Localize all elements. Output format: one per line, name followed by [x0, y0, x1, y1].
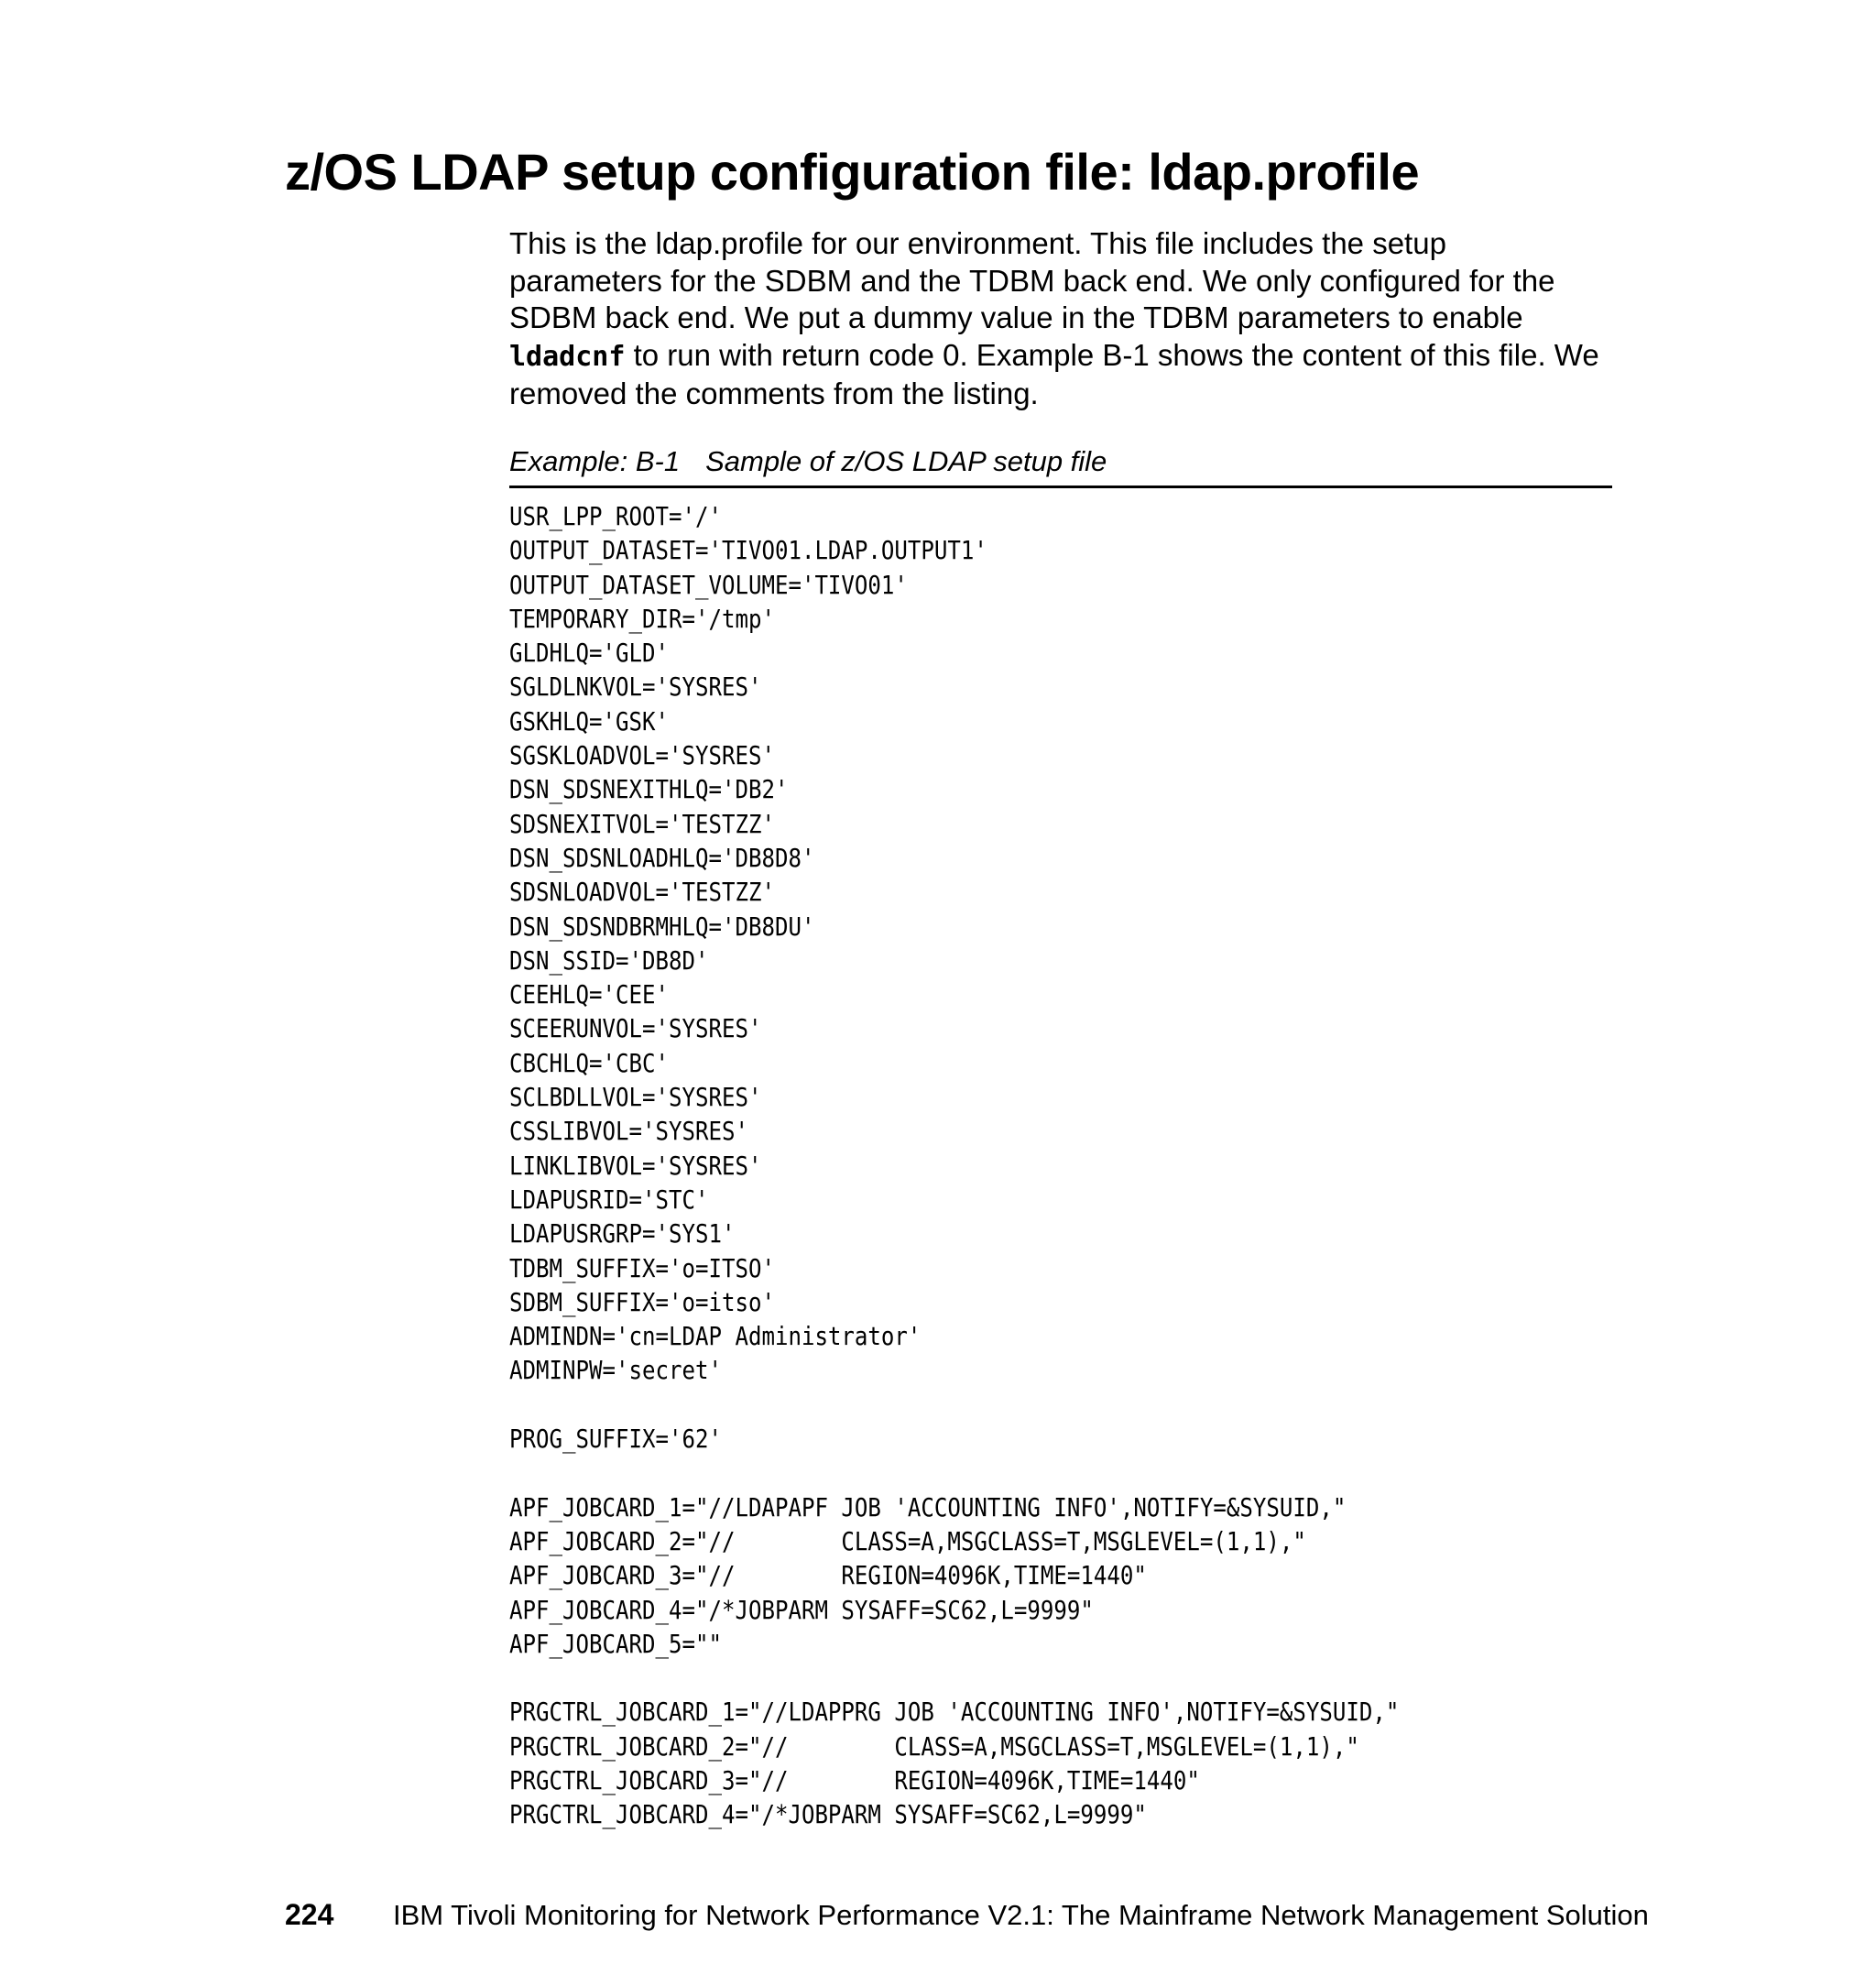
page-number: 224	[285, 1898, 334, 1931]
code-line: DSN_SDSNLOADHLQ='DB8D8'	[509, 842, 815, 873]
code-line: DSN_SSID='DB8D'	[509, 944, 709, 976]
code-line: APF_JOBCARD_3="// REGION=4096K,TIME=1440"	[509, 1560, 1147, 1591]
intro-line: parameters for the SDBM and the TDBM back end. We only configured for the	[509, 263, 1555, 298]
code-line: APF_JOBCARD_2="// CLASS=A,MSGCLASS=T,MSGLEVEL=(1,1),"	[509, 1525, 1306, 1556]
code-line: LINKLIBVOL='SYSRES'	[509, 1150, 762, 1181]
code-line: SDBM_SUFFIX='o=itso'	[509, 1286, 775, 1317]
section-heading: z/OS LDAP setup configuration file: ldap.profile	[285, 143, 1420, 201]
code-line: GSKHLQ='GSK'	[509, 705, 669, 737]
intro-line: SDBM back end. We put a dummy value in the TDBM parameters to enable	[509, 300, 1523, 334]
example-label: Example: B-1	[509, 445, 681, 477]
example-title: Sample of z/OS LDAP setup file	[705, 445, 1107, 477]
code-line: ADMINPW='secret'	[509, 1355, 722, 1386]
code-line: LDAPUSRGRP='SYS1'	[509, 1218, 736, 1249]
code-line: SDSNLOADVOL='TESTZZ'	[509, 877, 775, 908]
page-footer	[285, 1896, 1649, 1934]
code-line: DSN_SDSNEXITHLQ='DB2'	[509, 774, 789, 805]
code-line: SDSNEXITVOL='TESTZZ'	[509, 808, 775, 839]
code-blank-line	[509, 1388, 1399, 1422]
intro-line: This is the ldap.profile for our environment. This file includes the setup	[509, 226, 1446, 260]
code-blank-line	[509, 1456, 1399, 1490]
code-line: PRGCTRL_JOBCARD_1="//LDAPPRG JOB 'ACCOUNTING INFO',NOTIFY=&SYSUID,"	[509, 1697, 1400, 1728]
code-line: SGSKLOADVOL='SYSRES'	[509, 740, 775, 771]
code-line: APF_JOBCARD_5=""	[509, 1628, 722, 1659]
intro-line: removed the comments from the listing.	[509, 376, 1039, 410]
code-line: OUTPUT_DATASET_VOLUME='TIVO01'	[509, 569, 908, 600]
book-title: IBM Tivoli Monitoring for Network Performance V2.1: The Mainframe Network Management Solution	[393, 1899, 1649, 1931]
code-line: CEEHLQ='CEE'	[509, 979, 669, 1010]
code-line: OUTPUT_DATASET='TIVO01.LDAP.OUTPUT1'	[509, 535, 987, 566]
code-line: SCEERUNVOL='SYSRES'	[509, 1013, 762, 1044]
code-line: SGLDLNKVOL='SYSRES'	[509, 671, 762, 703]
code-listing	[509, 499, 1399, 1832]
intro-line	[509, 337, 1609, 376]
code-line: DSN_SDSNDBRMHLQ='DB8DU'	[509, 911, 815, 942]
code-line: APF_JOBCARD_1="//LDAPAPF JOB 'ACCOUNTING INFO',NOTIFY=&SYSUID,"	[509, 1491, 1347, 1522]
intro-line-text: to run with return code 0. Example B-1 shows the content of this file. We	[625, 337, 1599, 372]
intro-paragraph	[509, 225, 1609, 413]
code-line: GLDHLQ='GLD'	[509, 638, 669, 669]
command-name: ldadcnf	[509, 340, 626, 373]
caption-rule	[509, 486, 1612, 488]
code-line: CSSLIBVOL='SYSRES'	[509, 1116, 748, 1147]
code-line: PROG_SUFFIX='62'	[509, 1424, 722, 1455]
code-line: CBCHLQ='CBC'	[509, 1047, 669, 1078]
code-blank-line	[509, 1661, 1399, 1695]
code-line: APF_JOBCARD_4="/*JOBPARM SYSAFF=SC62,L=9999"	[509, 1594, 1094, 1625]
code-line: PRGCTRL_JOBCARD_2="// CLASS=A,MSGCLASS=T,MSGLEVEL=(1,1),"	[509, 1730, 1359, 1762]
code-line: LDAPUSRID='STC'	[509, 1184, 709, 1215]
code-line: TEMPORARY_DIR='/tmp'	[509, 603, 775, 634]
code-line: PRGCTRL_JOBCARD_4="/*JOBPARM SYSAFF=SC62,L=9999"	[509, 1799, 1147, 1830]
example-caption	[509, 443, 1107, 480]
code-line: TDBM_SUFFIX='o=ITSO'	[509, 1252, 775, 1283]
code-line: ADMINDN='cn=LDAP Administrator'	[509, 1321, 922, 1352]
code-line: PRGCTRL_JOBCARD_3="// REGION=4096K,TIME=1440"	[509, 1764, 1200, 1795]
code-line: USR_LPP_ROOT='/'	[509, 501, 722, 531]
code-line: SCLBDLLVOL='SYSRES'	[509, 1082, 762, 1113]
